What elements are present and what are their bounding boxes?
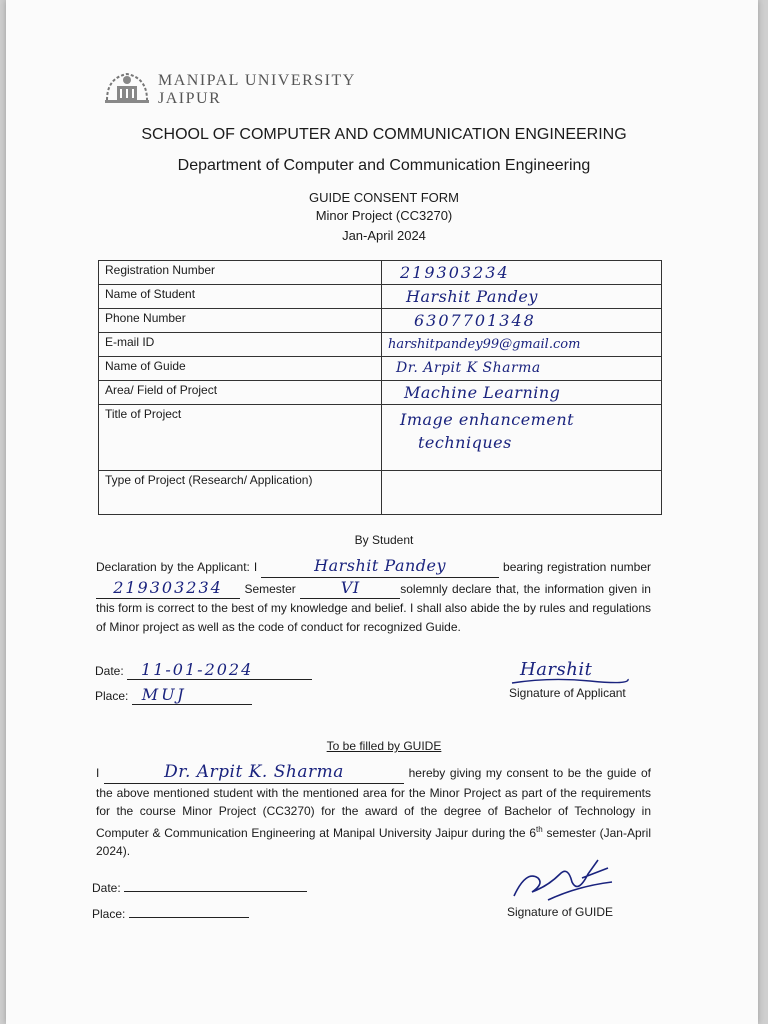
phone-number-value: 6307701348: [414, 311, 536, 330]
course-title: Minor Project (CC3270): [315, 208, 453, 223]
table-row: [99, 309, 662, 333]
row-value: [382, 285, 662, 309]
row-value: [382, 309, 662, 333]
row-value: [382, 333, 662, 357]
row-value: [382, 261, 662, 285]
date-label: Date:: [92, 881, 121, 895]
department-title: Department of Computer and Communication Engineering: [177, 157, 591, 174]
school-title: SCHOOL OF COMPUTER AND COMMUNICATION ENGINEERING: [141, 126, 627, 143]
guide-name-value: Dr. Arpit K Sharma: [396, 360, 541, 376]
applicant-signature: Harshit: [520, 659, 593, 680]
student-place-value: MUJ: [141, 685, 187, 704]
guide-section-heading: To be filled by GUIDE: [326, 739, 442, 753]
project-title-line1: Image enhancement: [400, 410, 575, 429]
term: Jan-April 2024: [342, 228, 426, 243]
university-logo-icon: [103, 68, 151, 108]
row-label: Registration Number: [99, 261, 382, 285]
date-label: Date:: [95, 664, 124, 678]
student-date-field: [95, 660, 312, 680]
consent-superscript: th: [536, 824, 543, 834]
declaration-prefix: Declaration by the Applicant: I: [96, 560, 258, 574]
by-student-heading: By Student: [354, 533, 414, 547]
university-name-line1: MANIPAL UNIVERSITY: [158, 72, 356, 89]
project-title-line2: techniques: [418, 433, 512, 452]
consent-end: semester (Jan-April 2024).: [96, 825, 651, 858]
guide-signature-label: Signature of GUIDE: [507, 905, 614, 919]
row-value: [382, 471, 662, 515]
consent-guide-name: Dr. Arpit K. Sharma: [164, 762, 344, 782]
student-declaration: [96, 556, 651, 636]
student-info-table: [98, 260, 662, 515]
guide-signature-icon: [508, 856, 618, 908]
semester-label: Semester: [244, 581, 296, 596]
guide-date-field: [92, 879, 307, 895]
university-name: [158, 72, 356, 108]
student-name-value: Harshit Pandey: [406, 287, 538, 306]
email-value: harshitpandey99@gmail.com: [388, 337, 581, 352]
number-label: number: [610, 560, 651, 574]
row-value: [382, 405, 662, 471]
row-value: [382, 357, 662, 381]
applicant-signature-label: Signature of Applicant: [509, 686, 626, 700]
row-label: Name of Guide: [99, 357, 382, 381]
table-row: [99, 357, 662, 381]
form-title: GUIDE CONSENT FORM: [309, 190, 459, 205]
guide-consent: [96, 763, 651, 861]
registration-number-value: 219303234: [400, 263, 510, 282]
table-row: [99, 333, 662, 357]
university-name-line2: JAIPUR: [158, 90, 222, 107]
table-row: [99, 381, 662, 405]
row-label: Name of Student: [99, 285, 382, 309]
declaration-bearing: bearing registration: [503, 560, 607, 574]
consent-text: hereby giving my consent to be the guide of the above mentioned student with the mentioned area for the Minor Project as part of the requirements for the course Minor Project (CC3270) for the award of the degree of Bachelor of Technology in Computer & Communication Engineering at Manipal University Jaipur during the 6: [96, 766, 651, 840]
declaration-semester: VI: [340, 577, 360, 597]
table-row: [99, 261, 662, 285]
project-area-value: Machine Learning: [404, 383, 561, 402]
table-row: [99, 471, 662, 515]
place-label: Place:: [95, 689, 129, 703]
declaration-student-name: Harshit Pandey: [314, 556, 447, 575]
guide-place-field: [92, 905, 249, 921]
row-label: Type of Project (Research/ Application): [99, 471, 382, 515]
place-label: Place:: [92, 907, 126, 921]
student-place-field: [95, 685, 252, 705]
student-date-value: 11-01-2024: [141, 660, 254, 679]
guide-prefix: I: [96, 766, 100, 780]
row-label: Phone Number: [99, 309, 382, 333]
table-row: [99, 405, 662, 471]
row-label: E-mail ID: [99, 333, 382, 357]
declaration-reg-number: 219303234: [113, 577, 223, 597]
row-label: Title of Project: [99, 405, 382, 471]
row-value: [382, 381, 662, 405]
table-row: [99, 285, 662, 309]
declaration-rest: solemnly declare that, the information given in this form is correct to the best of my knowledge and belief. I shall also abide the by rules and regulations of Minor project as well as the code of conduct for recognized Guide.: [96, 581, 651, 634]
row-label: Area/ Field of Project: [99, 381, 382, 405]
